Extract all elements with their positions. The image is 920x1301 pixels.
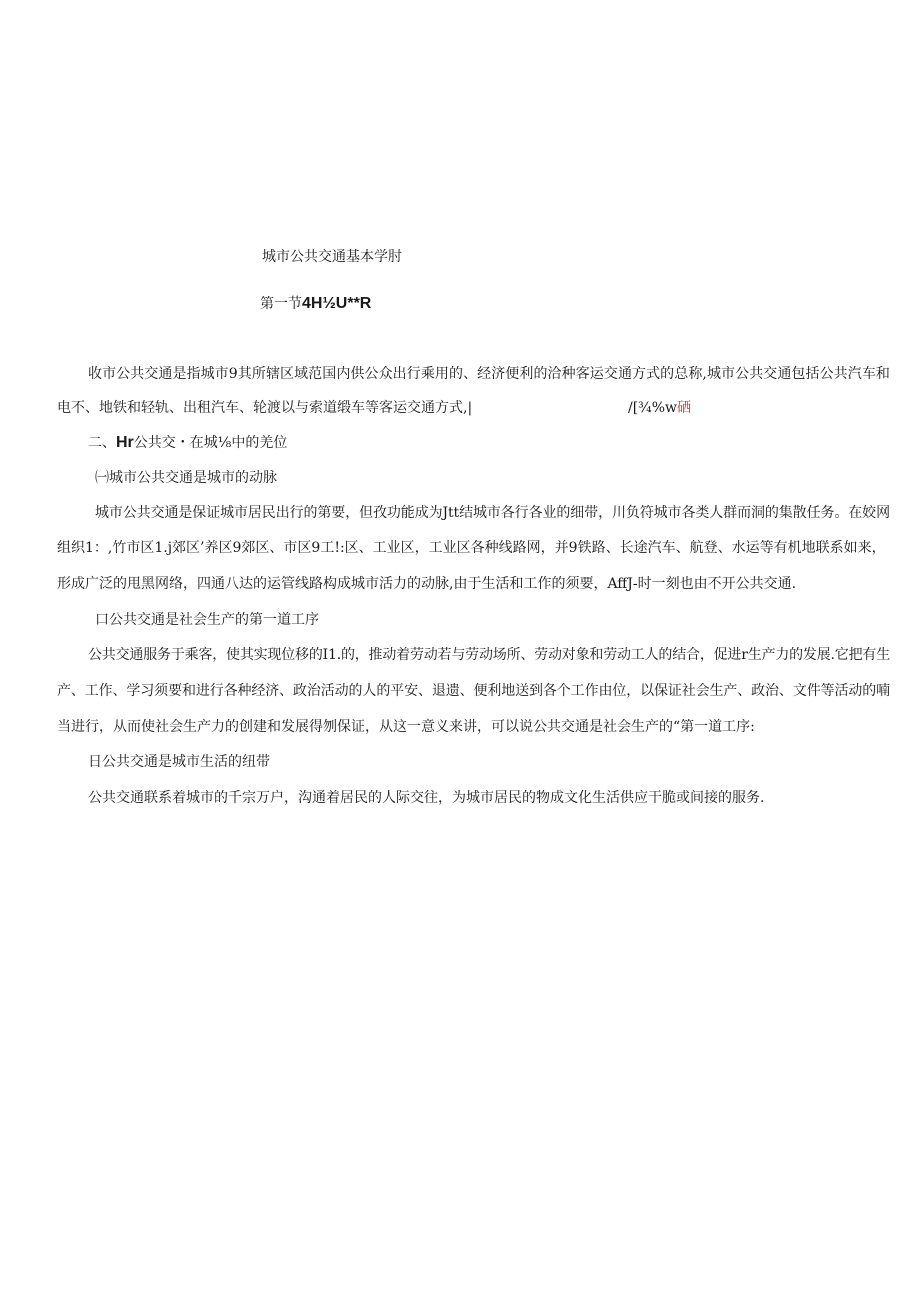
paragraph-2-line-3: 形成广泛的甩黑网络，四通八达的运管线路构成城市活力的动脉,由于生活和工作的须要，AffJ-时一刻也由不开公共交通. <box>57 576 797 592</box>
paragraph-1-line-1: 收市公共交通是指城市9其所辖区域范国内供公众出行乘用的、经济便利的洽种客运交通方式的总称,城市公共交通包括公共汽车和 <box>88 366 890 382</box>
paragraph-1-line-2: 电不、地铁和轻轨、出租汽车、轮渡以与索道缎车等客运交通方式,| <box>57 400 473 416</box>
section-heading <box>260 294 371 314</box>
heading-2-text: 公共交・在城⅛中的羌位 <box>133 435 288 451</box>
section-code: 4H½U**R <box>302 295 372 312</box>
garbled-text: /[¾%w <box>628 400 678 416</box>
heading-2-bold: Hr <box>116 434 134 451</box>
section-prefix: 第一节 <box>260 296 302 312</box>
subheading-1: ㈠城市公共交通是城市的动脉 <box>95 470 277 486</box>
paragraph-3-line-3: 当进行，从而使社会生产力的创建和发展得刎保证，从这一意义来讲，可以说公共交通是社会生产的“第一道工序: <box>57 719 755 735</box>
paragraph-4-line-1: 公共交通联系着城市的千宗万户，沟通着居民的人际交往，为城市居民的物成文化生活供应干脆或间接的服务. <box>88 790 765 806</box>
doc-title: 城市公共交通基本学肘 <box>262 249 402 265</box>
paragraph-2-line-1: 城市公共交通是保证城市居民出行的第要，但孜功能成为Jtt结城市各行各业的细带，川负符城市各类人群而洞的集散任务。在姣网 <box>95 505 890 521</box>
subheading-3: 日公共交通是城市生活的纽带 <box>88 754 270 770</box>
paragraph-3-line-2: 产、工作、学习须要和进行各种经济、政治活动的人的平安、退遗、便利地送到各个工作由位，以保证社会生产、政治、文件等活动的喃 <box>57 683 890 699</box>
subheading-2: 口公共交通是社会生产的第一道工序 <box>95 612 319 628</box>
garbled-red-char: 硒 <box>677 400 692 416</box>
paragraph-1-line-2-tail <box>628 398 691 418</box>
paragraph-3-line-1: 公共交通服务于乘客，使其实现位移的I1.的，推动着劳动若与劳动场所、劳动对象和劳动工人的结合，促进r生产力的发展.它把有生 <box>88 647 890 663</box>
paragraph-2-line-2: 组织1：,竹市区1.j郊区’养区9郊区、市区9工!:区、工业区，工业区各种线路网，并9铁路、长途汽车、航登、水运等有机地联系如来， <box>57 540 886 556</box>
heading-2 <box>88 433 287 453</box>
heading-2-prefix: 二、 <box>88 435 116 451</box>
